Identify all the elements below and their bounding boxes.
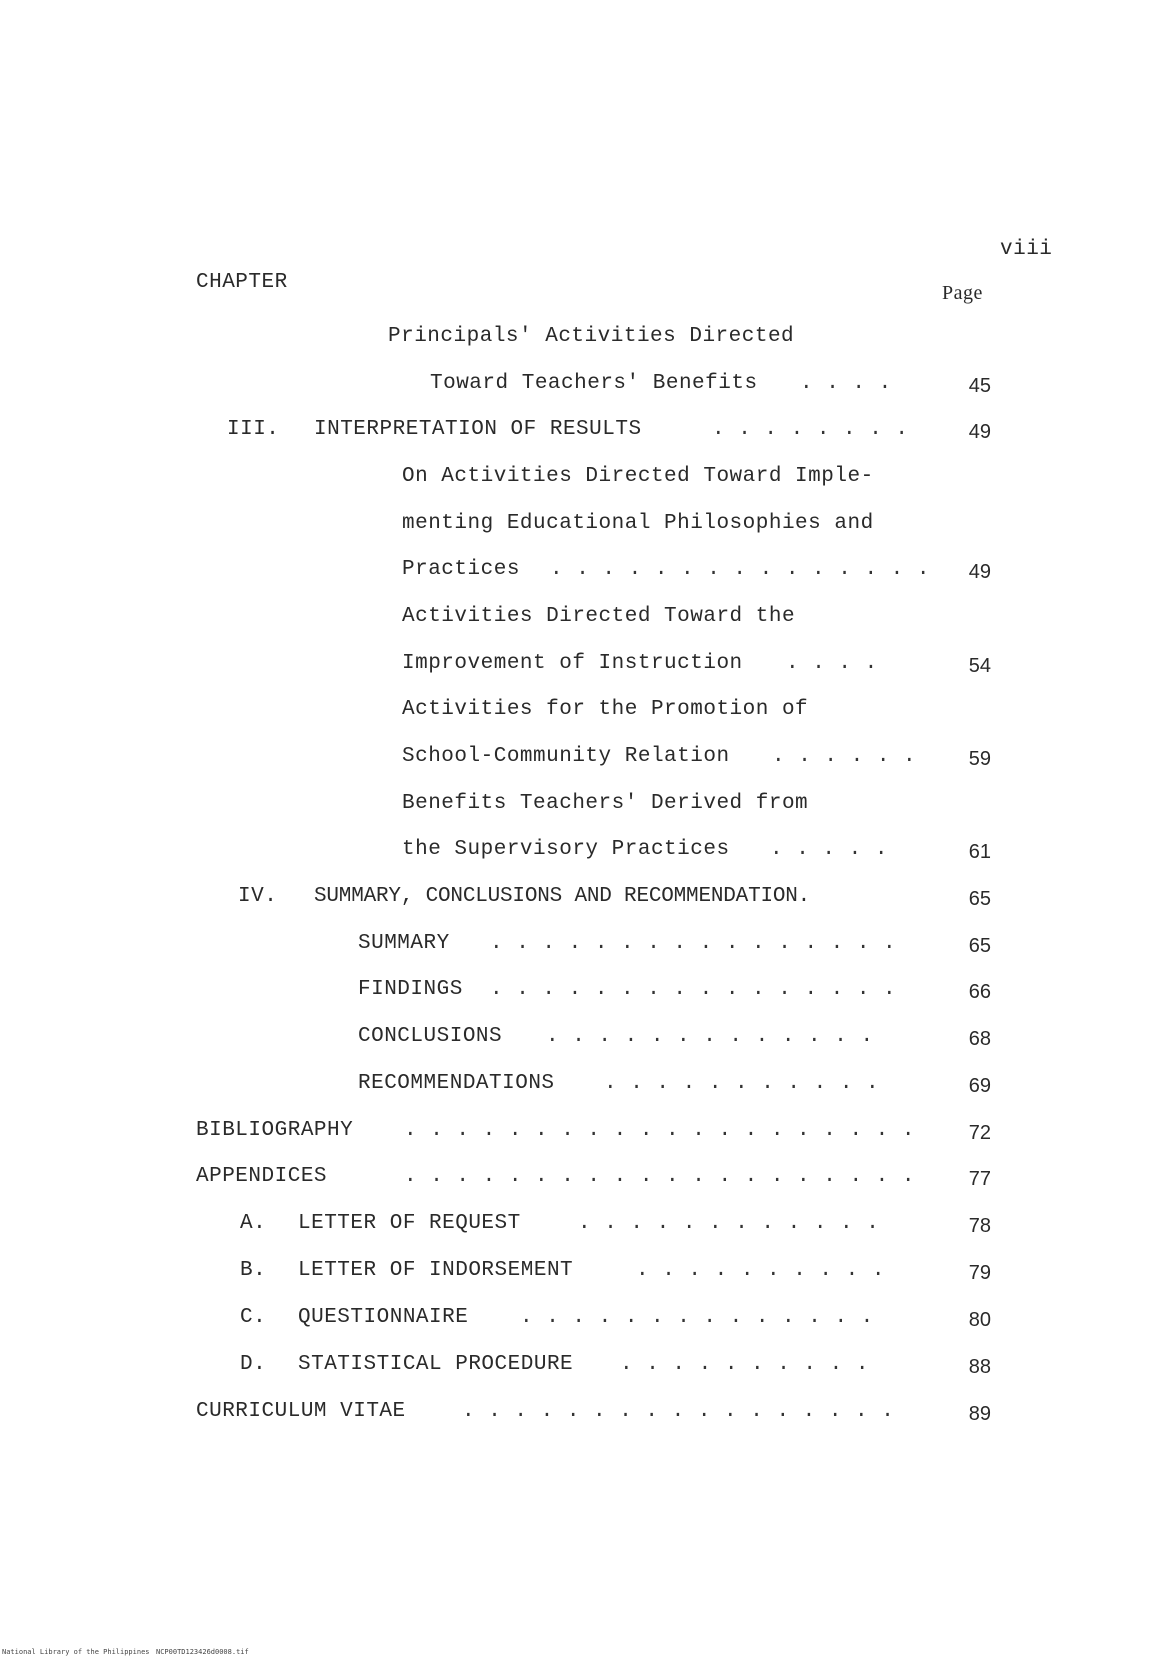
toc-entry-text: BIBLIOGRAPHY bbox=[196, 1119, 354, 1142]
toc-entry-page: 66 bbox=[968, 981, 991, 1003]
toc-entry-page: 65 bbox=[968, 888, 991, 910]
toc-entry-page: 54 bbox=[968, 655, 991, 677]
dot-leader: . . . . . . . . . . bbox=[620, 1353, 869, 1376]
toc-entry-page: 77 bbox=[968, 1168, 991, 1190]
dot-leader: . . . . . . . . . . . . . . . . . bbox=[462, 1400, 895, 1423]
appendix-letter: B. bbox=[240, 1259, 267, 1282]
toc-entry-page: 79 bbox=[968, 1262, 991, 1284]
toc-entry-text: the Supervisory Practices bbox=[402, 838, 730, 861]
dot-leader: . . . . bbox=[786, 652, 878, 675]
toc-entry-page: 88 bbox=[968, 1356, 991, 1378]
toc-entry-page: 49 bbox=[968, 561, 991, 583]
dot-leader: . . . . . . . . . . . . . . . bbox=[550, 558, 930, 581]
dot-leader: . . . . . . . . . . bbox=[636, 1259, 885, 1282]
toc-entry-page: 49 bbox=[968, 421, 991, 443]
toc-entry-text: Improvement of Instruction bbox=[402, 652, 743, 675]
toc-entry-page: 78 bbox=[968, 1215, 991, 1237]
toc-entry-page: 80 bbox=[968, 1309, 991, 1331]
dot-leader: . . . . bbox=[800, 372, 892, 395]
dot-leader: . . . . . . . . . . . . . . . . bbox=[490, 932, 897, 955]
dot-leader: . . . . . . . . . . . . . . bbox=[520, 1306, 874, 1329]
toc-entry-text: School-Community Relation bbox=[402, 745, 730, 768]
dot-leader: . . . . . . bbox=[772, 745, 917, 768]
chapter-heading: CHAPTER bbox=[196, 271, 288, 294]
toc-entry-page: 69 bbox=[968, 1075, 991, 1097]
chapter-numeral: III. bbox=[227, 418, 280, 441]
toc-entry-page: 65 bbox=[968, 935, 991, 957]
toc-entry-text: Practices bbox=[402, 558, 520, 581]
dot-leader: . . . . . . . . bbox=[712, 418, 909, 441]
page-column-heading: Page bbox=[942, 282, 983, 304]
chapter-numeral: IV. bbox=[238, 885, 278, 908]
dot-leader: . . . . . . . . . . . . bbox=[578, 1212, 880, 1235]
toc-entry-text: RECOMMENDATIONS bbox=[358, 1072, 555, 1095]
toc-entry-text: CURRICULUM VITAE bbox=[196, 1400, 406, 1423]
dot-leader: . . . . . . . . . . . . . . . . . . . . bbox=[404, 1119, 915, 1142]
toc-entry-text: LETTER OF INDORSEMENT bbox=[298, 1259, 574, 1282]
toc-entry-page: 68 bbox=[968, 1028, 991, 1050]
dot-leader: . . . . . . . . . . . . . . . . . . . . bbox=[404, 1165, 915, 1188]
toc-entry-text: SUMMARY bbox=[358, 932, 450, 955]
page-number: viii bbox=[1000, 238, 1053, 261]
toc-entry-text: LETTER OF REQUEST bbox=[298, 1212, 521, 1235]
toc-entry-text: FINDINGS bbox=[358, 978, 463, 1001]
toc-entry-text: Activities Directed Toward the bbox=[402, 605, 796, 628]
toc-entry-text: Principals' Activities Directed bbox=[388, 325, 795, 348]
toc-entry-page: 59 bbox=[968, 748, 991, 770]
appendix-letter: C. bbox=[240, 1306, 267, 1329]
toc-entry-page: 45 bbox=[968, 375, 991, 397]
toc-entry-page: 89 bbox=[968, 1403, 991, 1425]
appendix-letter: D. bbox=[240, 1353, 267, 1376]
toc-entry-text: On Activities Directed Toward Imple- bbox=[402, 465, 874, 488]
toc-entry-text: APPENDICES bbox=[196, 1165, 328, 1188]
toc-entry-text: INTERPRETATION OF RESULTS bbox=[314, 418, 642, 441]
toc-entry-text: Toward Teachers' Benefits bbox=[430, 372, 758, 395]
toc-entry-text: CONCLUSIONS bbox=[358, 1025, 503, 1048]
appendix-letter: A. bbox=[240, 1212, 267, 1235]
dot-leader: . . . . . . . . . . . . . . . . bbox=[490, 978, 897, 1001]
footer-library-credit: National Library of the Philippines bbox=[2, 1648, 150, 1656]
toc-entry-text: STATISTICAL PROCEDURE bbox=[298, 1353, 574, 1376]
toc-entry-text: Benefits Teachers' Derived from bbox=[402, 792, 809, 815]
dot-leader: . . . . . . . . . . . bbox=[604, 1072, 880, 1095]
toc-entry-page: 72 bbox=[968, 1122, 991, 1144]
toc-entry-page: 61 bbox=[968, 841, 991, 863]
toc-entry-text: SUMMARY, CONCLUSIONS AND RECOMMENDATION. bbox=[314, 885, 811, 908]
dot-leader: . . . . . . . . . . . . . bbox=[546, 1025, 874, 1048]
toc-entry-text: menting Educational Philosophies and bbox=[402, 512, 874, 535]
dot-leader: . . . . . bbox=[770, 838, 888, 861]
footer-file-name: NCP00TD123426d0008.tif bbox=[156, 1648, 249, 1656]
toc-entry-text: QUESTIONNAIRE bbox=[298, 1306, 469, 1329]
toc-entry-text: Activities for the Promotion of bbox=[402, 698, 809, 721]
